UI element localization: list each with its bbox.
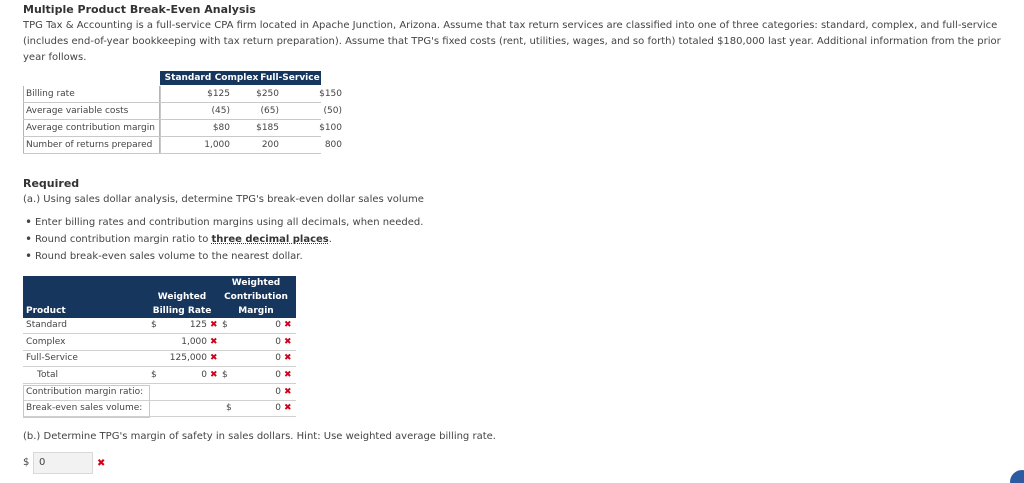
three-decimal-places-link[interactable]: three decimal places: [211, 234, 329, 245]
info-value: $100: [319, 123, 342, 133]
info-value: (45): [211, 106, 230, 116]
row-label: Contribution margin ratio:: [26, 387, 144, 397]
answer-row-total: [23, 368, 296, 384]
contribution-margin-total-input[interactable]: 0: [275, 370, 281, 380]
header-standard: Standard: [164, 73, 212, 83]
instruction-text: .: [328, 234, 332, 245]
wrong-icon: ✖: [210, 320, 218, 330]
info-value: 800: [324, 140, 342, 150]
row-label: Total: [37, 370, 59, 380]
answer-table-header: [23, 276, 296, 318]
info-row-returns-prepared: [23, 137, 342, 154]
info-value: $125: [207, 89, 230, 99]
col-weighted-1: Weighted: [157, 292, 207, 302]
instruction-item: [23, 214, 423, 231]
info-table-header: [160, 71, 321, 85]
wrong-icon: ✖: [284, 370, 292, 380]
wrong-icon: ✖: [284, 403, 292, 413]
instruction-list: [23, 214, 423, 265]
col-margin: Margin: [238, 306, 274, 316]
row-label: Full-Service: [26, 353, 78, 363]
wrong-icon: ✖: [97, 458, 106, 469]
answer-row-full-service: [23, 351, 296, 367]
col-contribution: Contribution: [224, 292, 288, 302]
row-label: Complex: [26, 337, 66, 347]
info-value: $150: [319, 89, 342, 99]
col-product: Product: [26, 306, 66, 316]
billing-rate-input[interactable]: 1,000: [181, 337, 207, 347]
answer-row-standard: [23, 318, 296, 334]
answer-row-complex: [23, 335, 296, 351]
dollar-sign: $: [226, 403, 232, 413]
info-row-label: Number of returns prepared: [26, 140, 153, 150]
instruction-text: Round contribution margin ratio to: [35, 234, 212, 245]
info-row-label: Average variable costs: [26, 106, 129, 116]
wrong-icon: ✖: [284, 320, 292, 330]
dollar-sign: $: [151, 320, 157, 330]
contribution-margin-input[interactable]: 0: [275, 320, 281, 330]
col-weighted-2: Weighted: [231, 278, 281, 288]
billing-rate-total-input[interactable]: 0: [201, 370, 207, 380]
info-row-contribution-margin: [23, 120, 342, 137]
instruction-item: [23, 248, 423, 265]
info-value: 200: [261, 140, 279, 150]
info-row-label: Average contribution margin: [26, 123, 155, 133]
billing-rate-input[interactable]: 125,000: [169, 353, 207, 363]
problem-intro: TPG Tax & Accounting is a full-service CPA firm located in Apache Junction, Arizona. Assume that tax return services are classified into one of three categories: standard, complex, and full-service (includes end-of-year bookkeeping with tax return preparation). Assume that TPG's fixed costs (rent, utilities, wages, and so forth) totaled $180,000 last year. Additional information from the prior year follows.: [23, 20, 1001, 63]
col-billing-rate: Billing Rate: [152, 306, 212, 316]
wrong-icon: ✖: [210, 337, 218, 347]
instruction-text: Enter billing rates and contribution margins using all decimals, when needed.: [35, 217, 424, 228]
wrong-icon: ✖: [284, 387, 292, 397]
break-even-sales-input[interactable]: 0: [275, 403, 281, 413]
info-value: $80: [212, 123, 230, 133]
row-label: Standard: [26, 320, 67, 330]
page-title: Multiple Product Break-Even Analysis: [23, 3, 256, 16]
billing-rate-input[interactable]: 125: [189, 320, 207, 330]
info-row-variable-costs: [23, 103, 342, 120]
wrong-icon: ✖: [284, 337, 292, 347]
info-value: (65): [260, 106, 279, 116]
help-bubble-icon[interactable]: [1010, 470, 1024, 483]
info-row-billing-rate: [23, 86, 342, 103]
wrong-icon: ✖: [284, 353, 292, 363]
wrong-icon: ✖: [210, 353, 218, 363]
info-row-label: Billing rate: [26, 89, 75, 99]
dollar-sign: $: [222, 320, 228, 330]
contribution-margin-input[interactable]: 0: [275, 337, 281, 347]
info-value: $185: [256, 123, 279, 133]
answer-label-box: [23, 385, 150, 418]
header-full-service: Full-Service: [260, 73, 320, 83]
instruction-item: [23, 231, 423, 248]
contribution-margin-input[interactable]: 0: [275, 353, 281, 363]
dollar-sign: $: [151, 370, 157, 380]
margin-of-safety-input[interactable]: 0: [33, 452, 93, 474]
cm-ratio-input[interactable]: 0: [275, 387, 281, 397]
info-value: $250: [256, 89, 279, 99]
dollar-sign: $: [222, 370, 228, 380]
required-heading: Required: [23, 177, 80, 190]
dollar-sign: $: [23, 457, 30, 468]
wrong-icon: ✖: [210, 370, 218, 380]
question-a: (a.) Using sales dollar analysis, determine TPG's break-even dollar sales volume: [23, 194, 424, 205]
info-value: 1,000: [204, 140, 230, 150]
info-value: (50): [323, 106, 342, 116]
header-complex: Complex: [214, 73, 259, 83]
question-b: (b.) Determine TPG's margin of safety in sales dollars. Hint: Use weighted average billing rate.: [23, 431, 496, 442]
row-label: Break-even sales volume:: [26, 403, 143, 413]
instruction-text: Round break-even sales volume to the nearest dollar.: [35, 251, 303, 262]
